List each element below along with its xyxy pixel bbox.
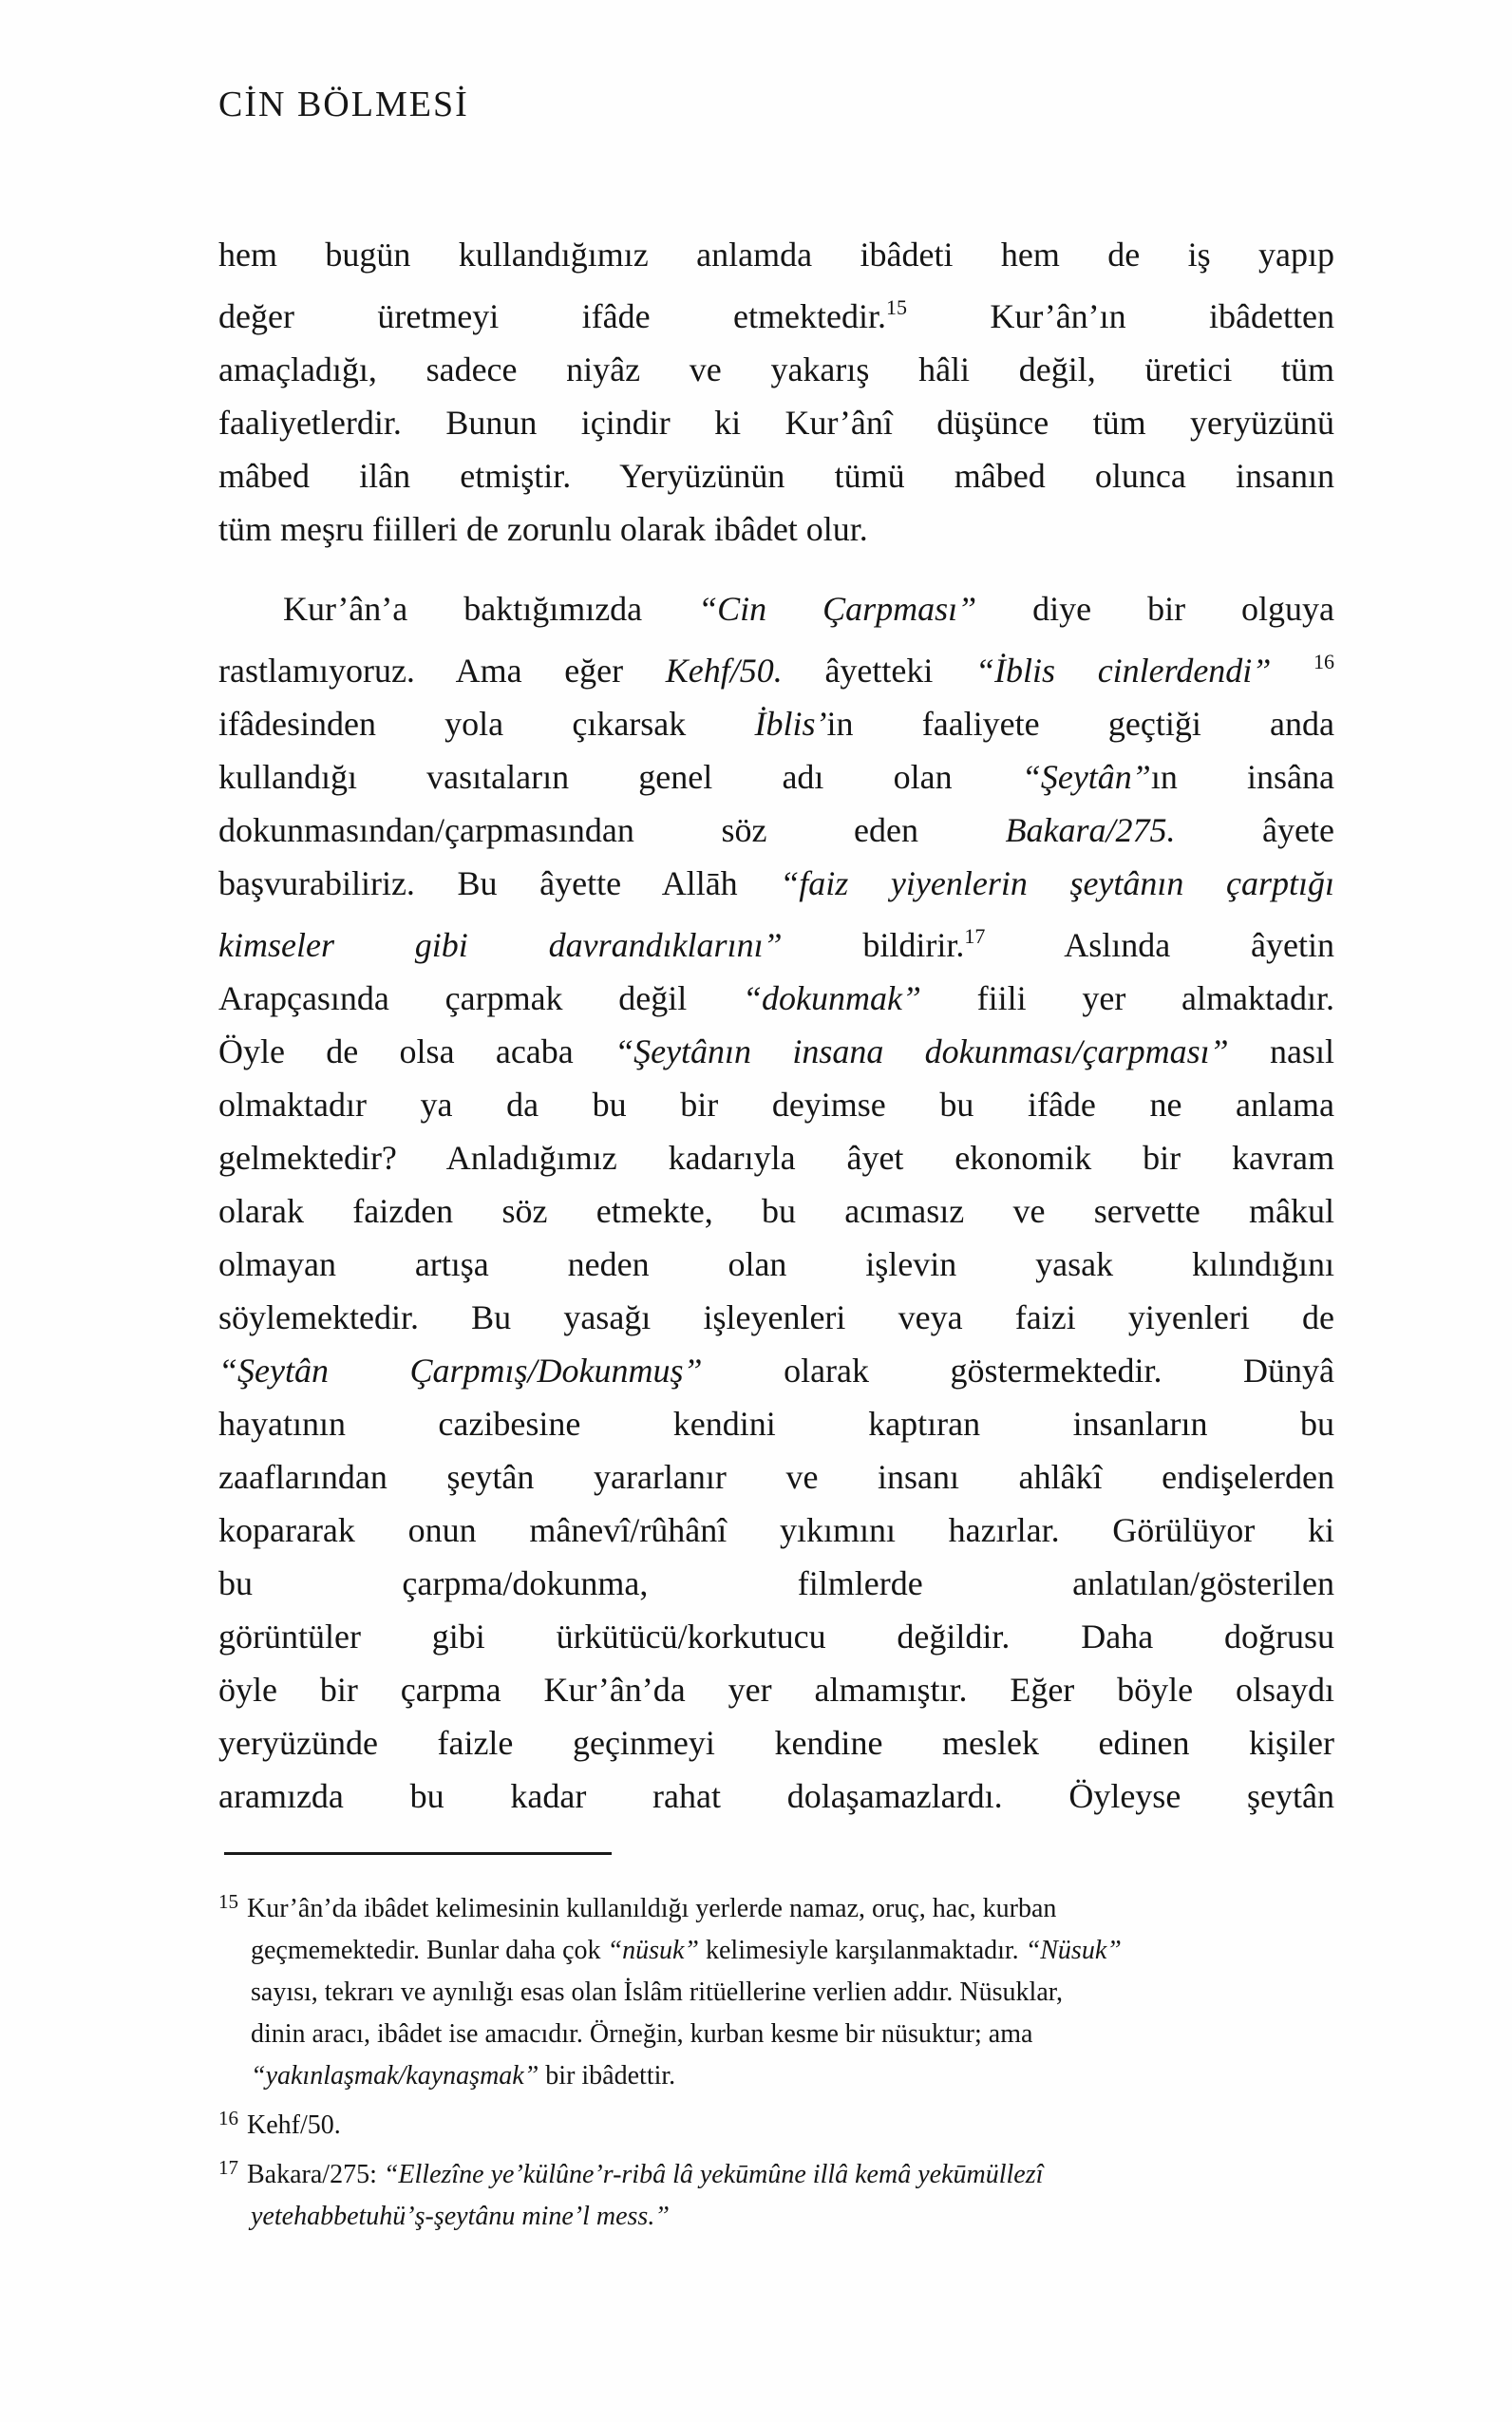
text-line [218, 697, 1334, 750]
text-segment: 17 [964, 924, 986, 948]
text-segment: mâbed ilân etmiştir. Yeryüzünün tümü mâbed olunca insanın [218, 457, 1334, 495]
text-line [218, 396, 1334, 449]
text-segment: aramızda bu kadar rahat dolaşamazlardı. Öyleyse şeytân [218, 1777, 1334, 1815]
text-segment: “Şeytân Çarpmış/Dokunmuş” [218, 1352, 703, 1390]
text-segment: Kur’ân’da ibâdet kelimesinin kullanıldığı yerlerde namaz, oruç, hac, kurban [247, 1894, 1057, 1923]
text-segment: “Cin Çarpması” [698, 590, 977, 628]
text-segment: Kehf/50. [247, 2110, 341, 2140]
text-line [218, 449, 1334, 502]
text-line [218, 1610, 1334, 1663]
footnote-number: 16 [218, 2107, 238, 2129]
text-segment: dokunmasından/çarpmasından söz eden [218, 811, 1006, 849]
text-segment: bildirir. [782, 926, 965, 964]
text-segment: görüntüler gibi ürkütücü/korkutucu değildir. Daha doğrusu [218, 1618, 1334, 1656]
text-line [218, 857, 1334, 910]
text-segment: “yakınlaşmak/kaynaşmak” [251, 2061, 539, 2091]
text-line [218, 750, 1334, 804]
text-segment: değer üretmeyi ifâde etmektedir. [218, 297, 886, 335]
chapter-title: CİN BÖLMESİ [218, 85, 469, 124]
text-segment: kullandığı vasıtaların genel adı olan [218, 758, 1022, 796]
text-segment: yeryüzünde faizle geçinmeyi kendine meslek edinen kişiler [218, 1724, 1334, 1762]
text-segment: olarak faizden söz etmekte, bu acımasız ve servette mâkul [218, 1192, 1334, 1230]
text-segment: “Nüsuk” [1025, 1936, 1122, 1965]
text-segment: “dokunmak” [742, 979, 921, 1017]
text-segment: Kur’ân’a baktığımızda [283, 590, 699, 628]
text-segment: faaliyetlerdir. Bunun içindir ki Kur’ânî düşünce tüm yeryüzünü [218, 404, 1334, 442]
text-segment: “İblis cinlerdendi” [975, 652, 1272, 690]
text-segment: olarak göstermektedir. Dünyâ [702, 1352, 1334, 1390]
footnote-number: 15 [218, 1890, 238, 1913]
text-segment: Bakara/275: [247, 2160, 384, 2189]
text-segment: gelmektedir? Anladığımız kadarıyla âyet ekonomik bir kavram [218, 1139, 1334, 1177]
text-line [218, 1238, 1334, 1291]
text-segment: nasıl [1228, 1032, 1334, 1070]
text-segment: Öyle de olsa acaba [218, 1032, 615, 1070]
footnote-line [218, 1972, 1334, 2014]
text-line [218, 1291, 1334, 1344]
text-segment: amaçladığı, sadece niyâz ve yakarış hâli değil, üretici tüm [218, 350, 1334, 388]
text-segment: İblis’ [754, 705, 827, 743]
text-segment: “Şeytân” [1021, 758, 1151, 796]
text-segment: tüm meşru fiilleri de zorunlu olarak ibâdet olur. [218, 510, 868, 548]
text-line [218, 972, 1334, 1025]
footnotes [218, 1881, 1334, 2238]
text-line [218, 804, 1334, 857]
text-segment: Arapçasında çarpmak değil [218, 979, 743, 1017]
text-segment: başvurabiliriz. Bu âyette Allāh [218, 864, 781, 902]
text-line [218, 1344, 1334, 1397]
text-segment: rastlamıyoruz. Ama eğer [218, 652, 666, 690]
footnote-line [218, 2097, 1334, 2147]
text-line [218, 281, 1334, 343]
text-line [218, 1184, 1334, 1238]
text-segment: yetehabbetuhü’ş-şeytânu mine’l mess.” [251, 2202, 670, 2231]
text-line [218, 1450, 1334, 1504]
text-segment: “nüsuk” [607, 1936, 699, 1965]
text-segment: hem bugün kullandığımız anlamda ibâdeti hem de iş yapıp [218, 236, 1334, 274]
text-segment: 15 [885, 295, 907, 319]
text-line [218, 343, 1334, 396]
text-segment: âyete [1175, 811, 1334, 849]
text-line [218, 1716, 1334, 1769]
footnote-line [218, 2196, 1334, 2238]
footnote-line [218, 1881, 1334, 1930]
text-segment: Kur’ân’ın ibâdetten [906, 297, 1334, 335]
text-line [218, 1504, 1334, 1557]
text-line [218, 1769, 1334, 1823]
text-line [218, 1397, 1334, 1450]
text-segment: “Ellezîne ye’külûne’r-ribâ lâ yekūmûne illâ kemâ yekūmüllezî [383, 2160, 1044, 2189]
text-segment: Kehf/50. [665, 652, 783, 690]
text-segment: diye bir olguya [976, 590, 1334, 628]
text-segment: hayatının cazibesine kendini kaptıran insanların bu [218, 1405, 1334, 1443]
text-line [218, 1557, 1334, 1610]
text-segment: Bakara/275. [1005, 811, 1176, 849]
text-segment: kelimesiyle karşılanmaktadır. [699, 1936, 1026, 1965]
footnote-line [218, 2014, 1334, 2055]
text-segment: öyle bir çarpma Kur’ân’da yer almamıştır. Eğer böyle olsaydı [218, 1671, 1334, 1709]
footnote-line [218, 1930, 1334, 1972]
text-segment: söylemektedir. Bu yasağı işleyenleri veya faizi yiyenleri de [218, 1298, 1334, 1336]
footnote-number: 17 [218, 2156, 238, 2179]
text-segment: kopararak onun mânevî/rûhânî yıkımını hazırlar. Görülüyor ki [218, 1511, 1334, 1549]
text-line [218, 228, 1334, 281]
text-segment: geçmemektedir. Bunlar daha çok [251, 1936, 608, 1965]
text-segment: 16 [1314, 650, 1334, 673]
text-segment: fiili yer almaktadır. [920, 979, 1334, 1017]
text-line [218, 502, 1334, 556]
text-line [218, 635, 1334, 697]
text-line [218, 910, 1334, 972]
text-segment: bir ibâdettir. [539, 2061, 676, 2091]
text-line [218, 1131, 1334, 1184]
body-text [218, 228, 1334, 1823]
text-segment: “faiz yiyenlerin şeytânın çarptığı [780, 864, 1335, 902]
text-segment: in faaliyete geçtiği anda [826, 705, 1334, 743]
text-segment: “Şeytânın insana dokunması/çarpması” [614, 1032, 1229, 1070]
text-segment: Aslında âyetin [985, 926, 1334, 964]
text-line [218, 1025, 1334, 1078]
text-line [218, 582, 1334, 635]
text-segment: zaaflarından şeytân yararlanır ve insanı ahlâkî endişelerden [218, 1458, 1334, 1496]
text-segment: âyetteki [782, 652, 976, 690]
text-segment: kimseler gibi davrandıklarını” [218, 926, 783, 964]
footnote-line [218, 2055, 1334, 2097]
text-segment: ın insâna [1150, 758, 1334, 796]
text-line [218, 1078, 1334, 1131]
footnote-separator [224, 1852, 612, 1855]
text-segment: bu çarpma/dokunma, filmlerde anlatılan/gösterilen [218, 1564, 1334, 1602]
text-segment: dinin aracı, ibâdet ise amacıdır. Örneğin, kurban kesme bir nüsuktur; ama [251, 2019, 1033, 2049]
text-segment: sayısı, tekrarı ve aynılığı esas olan İslâm ritüellerine verlien addır. Nüsuklar, [251, 1977, 1063, 2007]
footnote-line [218, 2147, 1334, 2196]
text-segment: ifâdesinden yola çıkarsak [218, 705, 755, 743]
text-segment [1271, 652, 1314, 690]
text-segment: olmaktadır ya da bu bir deyimse bu ifâde ne anlama [218, 1086, 1334, 1124]
text-segment: olmayan artışa neden olan işlevin yasak kılındığını [218, 1245, 1334, 1283]
text-line [218, 1663, 1334, 1716]
